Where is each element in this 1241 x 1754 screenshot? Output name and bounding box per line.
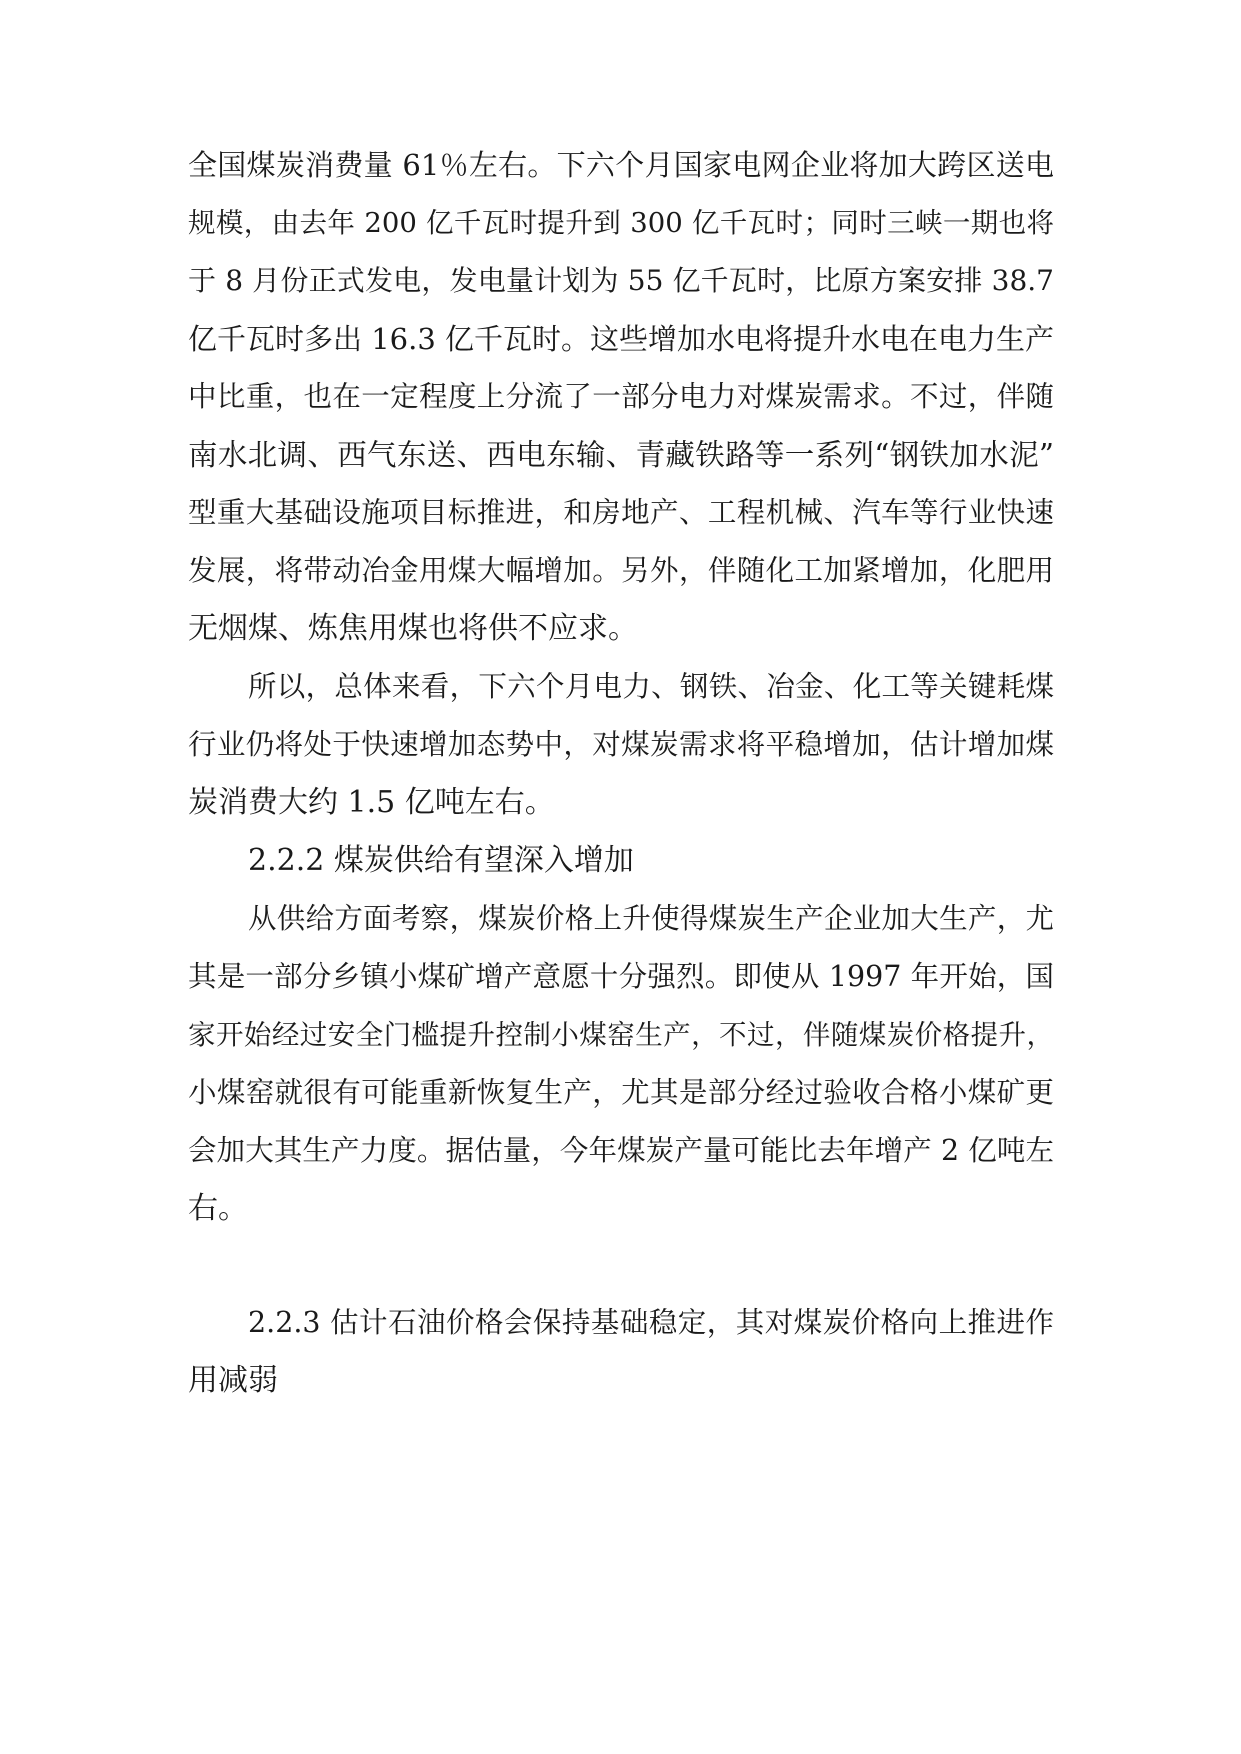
paragraph-line: 小煤窑就很有可能重新恢复生产，尤其是部分经过验收合格小煤矿更 [188,1076,1054,1109]
paragraph-line: 发展，将带动冶金用煤大幅增加。另外，伴随化工加紧增加，化肥用 [188,554,1054,587]
paragraph-line: 会加大其生产力度。据估量，今年煤炭产量可能比去年增产 2 亿吨左 [188,1134,1054,1167]
paragraph-line: 无烟煤、炼焦用煤也将供不应求。 [188,611,638,646]
paragraph-line: 亿千瓦时多出 16.3 亿千瓦时。这些增加水电将提升水电在电力生产 [188,322,1054,356]
paragraph-line: 所以，总体来看，下六个月电力、钢铁、冶金、化工等关键耗煤 [248,670,1054,703]
paragraph-line: 型重大基础设施项目标推进，和房地产、工程机械、汽车等行业快速 [188,496,1054,529]
paragraph-line: 全国煤炭消费量 61％左右。下六个月国家电网企业将加大跨区送电 [188,148,1054,182]
paragraph-line: 中比重，也在一定程度上分流了一部分电力对煤炭需求。不过，伴随 [188,380,1054,413]
section-heading: 2.2.2 煤炭供给有望深入增加 [248,843,634,878]
paragraph-line: 其是一部分乡镇小煤矿增产意愿十分强烈。即使从 1997 年开始，国 [188,960,1054,993]
section-heading: 2.2.3 估计石油价格会保持基础稳定，其对煤炭价格向上推进作 [248,1306,1054,1339]
paragraph-line: 右。 [188,1191,248,1226]
paragraph-line: 从供给方面考察，煤炭价格上升使得煤炭生产企业加大生产，尤 [248,902,1054,935]
paragraph-line: 炭消费大约 1.5 亿吨左右。 [188,785,555,820]
paragraph-line: 于 8 月份正式发电，发电量计划为 55 亿千瓦时，比原方案安排 38.7 [188,264,1054,297]
paragraph-line: 行业仍将处于快速增加态势中，对煤炭需求将平稳增加，估计增加煤 [188,728,1054,761]
paragraph-line: 规模，由去年 200 亿千瓦时提升到 300 亿千瓦时；同时三峡一期也将 [188,207,1054,239]
paragraph-line: 家开始经过安全门槛提升控制小煤窑生产，不过，伴随煤炭价格提升， [188,1019,1054,1051]
paragraph-line: 南水北调、西气东送、西电东输、青藏铁路等一系列“钢铁加水泥” [188,438,1054,472]
section-heading: 用减弱 [188,1363,278,1398]
